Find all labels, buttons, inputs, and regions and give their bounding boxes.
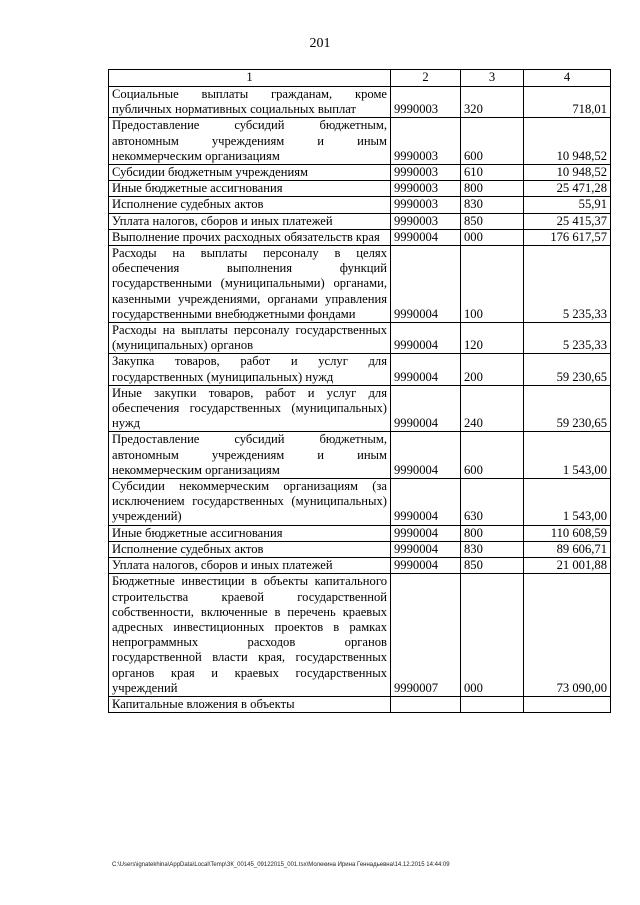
row-type-cell: 800 [461,525,524,541]
row-amount-cell: 5 235,33 [524,246,611,323]
table-row [109,165,611,181]
row-name-cell: Расходы на выплаты персоналу государственных (муниципальных) органов [109,323,391,354]
row-amount-cell: 10 948,52 [524,118,611,165]
table-header-row [109,70,611,87]
row-name-cell: Субсидии некоммерческим организациям (за исключением государственных (муниципальных) учреждений) [109,479,391,526]
row-code-cell: 9990003 [391,181,461,197]
row-type-cell: 850 [461,213,524,229]
row-name-cell: Предоставление субсидий бюджетным, автономным учреждениям и иным некоммерческим организациям [109,432,391,479]
budget-table [108,69,611,713]
row-code-cell: 9990007 [391,574,461,697]
row-name-cell: Капитальные вложения в объекты [109,696,391,712]
table-row [109,87,611,118]
row-name-cell: Исполнение судебных актов [109,197,391,213]
row-code-cell: 9990004 [391,354,461,385]
table-row [109,525,611,541]
row-type-cell: 850 [461,558,524,574]
row-amount-cell [524,696,611,712]
row-code-cell: 9990004 [391,525,461,541]
row-code-cell: 9990003 [391,165,461,181]
row-name-cell: Выполнение прочих расходных обязательств края [109,229,391,245]
row-type-cell: 630 [461,479,524,526]
table-row [109,229,611,245]
row-amount-cell: 59 230,65 [524,385,611,432]
row-name-cell: Закупка товаров, работ и услуг для государственных (муниципальных) нужд [109,354,391,385]
row-amount-cell: 25 471,28 [524,181,611,197]
row-amount-cell: 110 608,59 [524,525,611,541]
row-amount-cell: 10 948,52 [524,165,611,181]
row-code-cell: 9990004 [391,323,461,354]
row-amount-cell: 176 617,57 [524,229,611,245]
row-type-cell: 600 [461,118,524,165]
row-type-cell: 120 [461,323,524,354]
table-row [109,385,611,432]
table-row [109,197,611,213]
row-name-cell: Уплата налогов, сборов и иных платежей [109,213,391,229]
row-code-cell: 9990004 [391,229,461,245]
row-amount-cell: 89 606,71 [524,541,611,557]
row-code-cell: 9990004 [391,479,461,526]
page-number: 201 [309,36,331,51]
table-row [109,541,611,557]
row-code-cell: 9990003 [391,213,461,229]
row-amount-cell: 718,01 [524,87,611,118]
row-code-cell [391,696,461,712]
row-type-cell: 800 [461,181,524,197]
row-amount-cell: 25 415,37 [524,213,611,229]
table-row [109,246,611,323]
file-path-footer: C:\Users\ignatekhina\AppData\Local\Temp\ЗК_00145_09122015_001.tsx\Молекина Ирина Геннадьевна\14.12.2015 14:44:09 [112,862,450,868]
row-code-cell: 9990003 [391,87,461,118]
row-amount-cell: 55,91 [524,197,611,213]
row-code-cell: 9990004 [391,558,461,574]
row-name-cell: Бюджетные инвестиции в объекты капитального строительства краевой государственной собственности, включенные в перечень краевых адресных инвестиционных проектов в рамках непрограммных расходов органов государственной власти края, государственных органов края и краевых государственных учреждений [109,574,391,697]
column-header-name: 1 [109,70,391,87]
table-row [109,574,611,697]
row-name-cell: Иные закупки товаров, работ и услуг для обеспечения государственных (муниципальных) нужд [109,385,391,432]
row-code-cell: 9990004 [391,385,461,432]
column-header-type: 3 [461,70,524,87]
row-name-cell: Иные бюджетные ассигнования [109,181,391,197]
table-row [109,558,611,574]
row-type-cell: 320 [461,87,524,118]
row-amount-cell: 21 001,88 [524,558,611,574]
row-type-cell: 830 [461,197,524,213]
row-code-cell: 9990003 [391,197,461,213]
row-name-cell: Уплата налогов, сборов и иных платежей [109,558,391,574]
row-type-cell [461,696,524,712]
row-amount-cell: 59 230,65 [524,354,611,385]
table-body [109,87,611,713]
row-name-cell: Социальные выплаты гражданам, кроме публичных нормативных социальных выплат [109,87,391,118]
table-row [109,118,611,165]
table-row [109,323,611,354]
table-row [109,181,611,197]
row-name-cell: Предоставление субсидий бюджетным, автономным учреждениям и иным некоммерческим организациям [109,118,391,165]
row-amount-cell: 5 235,33 [524,323,611,354]
row-type-cell: 240 [461,385,524,432]
row-name-cell: Исполнение судебных актов [109,541,391,557]
row-type-cell: 830 [461,541,524,557]
row-amount-cell: 1 543,00 [524,479,611,526]
table-row [109,432,611,479]
row-amount-cell: 1 543,00 [524,432,611,479]
table-row [109,696,611,712]
row-name-cell: Субсидии бюджетным учреждениям [109,165,391,181]
row-code-cell: 9990004 [391,432,461,479]
row-code-cell: 9990004 [391,246,461,323]
row-amount-cell: 73 090,00 [524,574,611,697]
row-name-cell: Расходы на выплаты персоналу в целях обеспечения выполнения функций государственными (муниципальными) органами, казенными учреждениями, органами управления государственными внебюджетными фондами [109,246,391,323]
row-name-cell: Иные бюджетные ассигнования [109,525,391,541]
table-row [109,354,611,385]
row-type-cell: 600 [461,432,524,479]
row-type-cell: 610 [461,165,524,181]
row-type-cell: 200 [461,354,524,385]
row-code-cell: 9990003 [391,118,461,165]
row-type-cell: 000 [461,574,524,697]
row-type-cell: 100 [461,246,524,323]
table-row [109,213,611,229]
column-header-code: 2 [391,70,461,87]
row-code-cell: 9990004 [391,541,461,557]
table-row [109,479,611,526]
column-header-amount: 4 [524,70,611,87]
row-type-cell: 000 [461,229,524,245]
